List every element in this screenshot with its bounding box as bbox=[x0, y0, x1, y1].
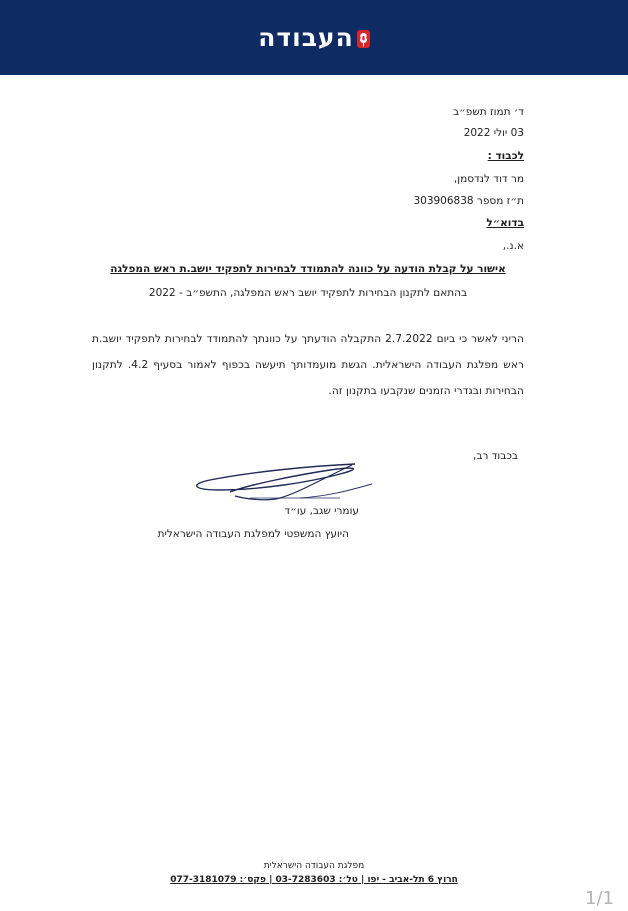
closing: בכבוד רב, bbox=[473, 450, 518, 462]
signer-name: עומרי שגב, עו״ד bbox=[284, 505, 359, 517]
letter-body bbox=[92, 0, 524, 911]
recipient-name: מר דוד לנדסמן, bbox=[453, 173, 524, 185]
footer-address: חרוץ 6 תל-אביב - יפו | טל׳: 03-7283603 | פקס׳: 077-3181079 bbox=[170, 875, 458, 885]
logo-text: העבודה bbox=[258, 23, 354, 52]
subject-line: אישור על קבלת הודעה על כוונה להתמודד לבחירות לתפקיד יושב.ת ראש המפלגה bbox=[110, 263, 506, 275]
footer-org: מפלגת העבודה הישראלית bbox=[263, 861, 365, 871]
page-indicator: 1/1 bbox=[585, 888, 614, 909]
delivery-method: בדוא״ל bbox=[486, 217, 524, 229]
hebrew-date: ד׳ תמוז תשפ״ב bbox=[452, 106, 524, 118]
signer-title: היועץ המשפטי למפלגת העבודה הישראלית bbox=[157, 528, 349, 540]
subtitle-line: בהתאם לתקנון הבחירות לתפקיד יושב ראש המפלגה, התשפ״ב - 2022 bbox=[148, 287, 468, 299]
to-label: לכבוד : bbox=[487, 150, 524, 162]
gregorian-date: 03 יולי 2022 bbox=[463, 127, 524, 139]
body-paragraph: הריני לאשר כי ביום 2.7.2022 התקבלה הודעתך על כוונתך להתמודד לבחירות לתפקיד יושב.ת ראש מפלגת העבודה הישראלית. הגשת מועמדותך תיעשה בכפוף לאמור בסעיף 4.2. לתקנון הבחירות ובגדרי הזמנים שנקבעו בתקנון זה. bbox=[92, 333, 524, 397]
handwritten-signature bbox=[190, 460, 380, 508]
greeting: א.נ., bbox=[502, 240, 524, 252]
recipient-id: ת״ז מספר 303906838 bbox=[413, 195, 524, 207]
